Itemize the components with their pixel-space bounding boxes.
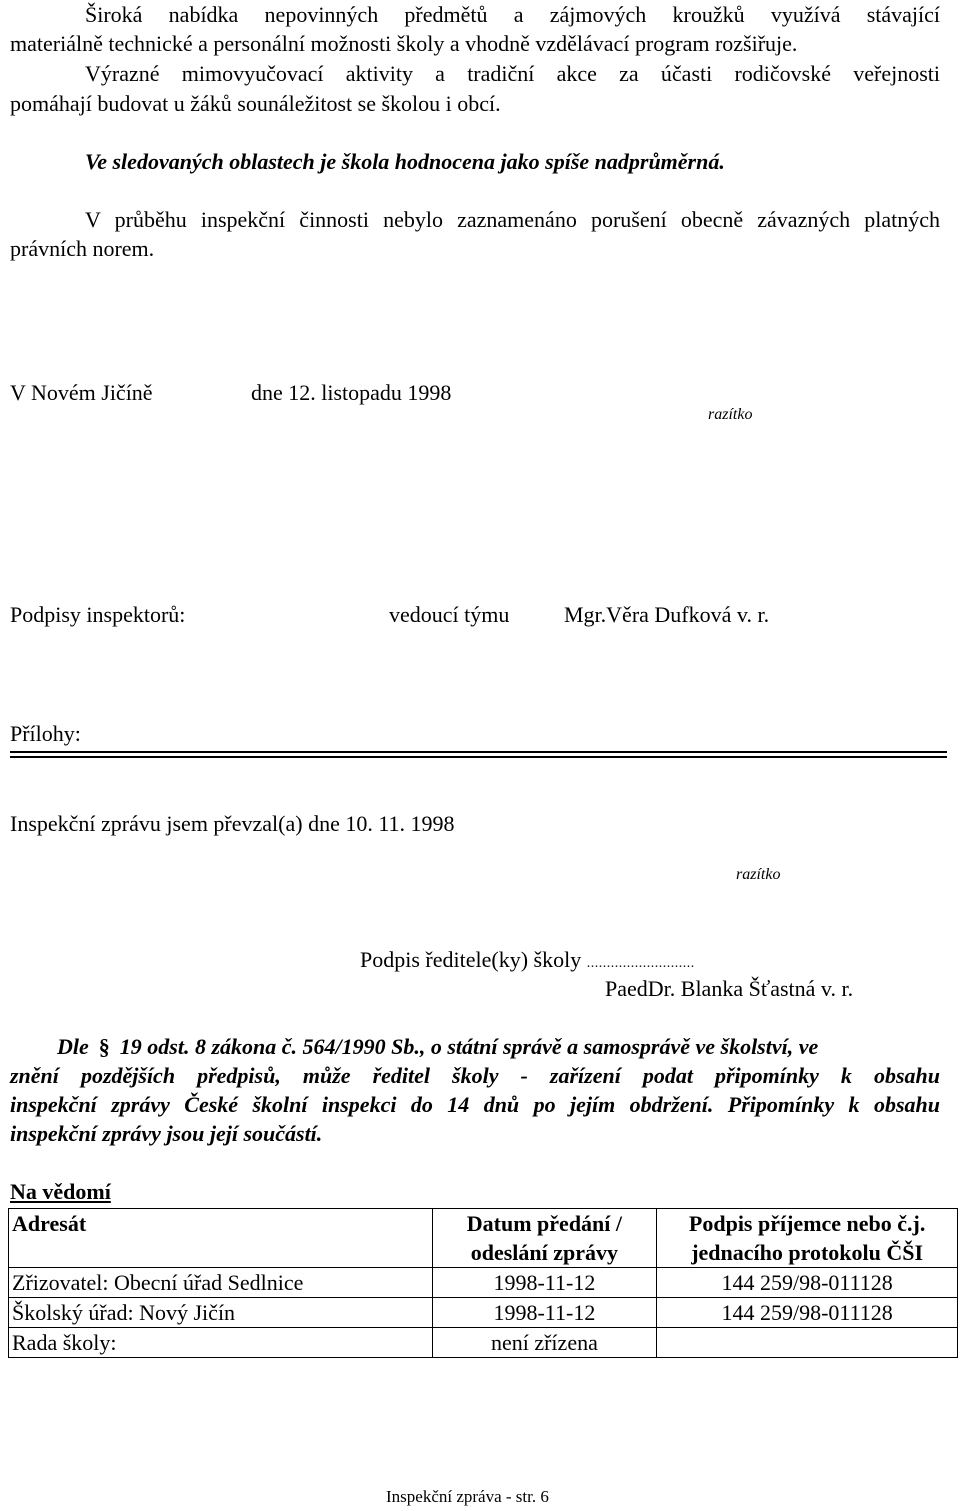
- table-row: [9, 1268, 958, 1298]
- paragraph-line: materiálně technické a personální možnosti školy a vhodně vzdělávací program rozšiřuje.: [10, 31, 798, 56]
- cell-addressee: Rada školy:: [9, 1328, 433, 1358]
- column-header-addressee: Adresát: [9, 1209, 433, 1268]
- divider-line: [10, 756, 947, 758]
- stamp-placeholder: razítko: [736, 866, 781, 883]
- signing-place: V Novém Jičíně: [10, 380, 153, 405]
- paragraph-line: Výrazné mimovyučovací aktivity a tradiční akce za účasti rodičovské veřejnosti: [85, 61, 940, 86]
- cell-date: 1998-11-12: [432, 1298, 657, 1328]
- cell-ref: 144 259/98-011128: [657, 1268, 958, 1298]
- legal-line: znění pozdějších předpisů, může ředitel školy - zařízení podat připomínky k obsahu: [10, 1063, 940, 1088]
- cell-date: 1998-11-12: [432, 1268, 657, 1298]
- cell-ref: 144 259/98-011128: [657, 1298, 958, 1328]
- cell-date: není zřízena: [432, 1328, 657, 1358]
- legal-line: [57, 1032, 940, 1062]
- divider-line: [10, 751, 947, 753]
- inspectors-label: Podpisy inspektorů:: [10, 602, 186, 627]
- team-lead-label: vedoucí týmu: [389, 602, 510, 627]
- attachments-label: Přílohy:: [10, 721, 81, 746]
- legal-line: inspekční zprávy jsou její součástí.: [10, 1121, 323, 1146]
- stamp-placeholder: razítko: [708, 406, 753, 423]
- paragraph-line: právních norem.: [10, 236, 155, 261]
- paragraph-line: Široká nabídka nepovinných předmětů a zájmových kroužků využívá stávající: [85, 2, 940, 27]
- receipt-statement: Inspekční zprávu jsem převzal(a) dne 10. 11. 1998: [10, 811, 455, 836]
- signature-dots: ...........................: [586, 956, 695, 971]
- director-name: PaedDr. Blanka Šťastná v. r.: [605, 976, 854, 1001]
- director-label: Podpis ředitele(ky) školy: [360, 947, 582, 972]
- legal-text: Dle § 19 odst. 8 zákona č. 564/1990 Sb., o státní správě a samosprávě ve školství, ve: [57, 1034, 819, 1059]
- paragraph-line: V průběhu inspekční činnosti nebylo zaznamenáno porušení obecně závazných platných: [85, 207, 940, 232]
- page-footer: Inspekční zpráva - str. 6: [386, 1487, 549, 1506]
- table-row: [9, 1298, 958, 1328]
- assessment-statement: Ve sledovaných oblastech je škola hodnocena jako spíše nadprůměrná.: [85, 149, 725, 174]
- table-row: [9, 1328, 958, 1358]
- distribution-table: [8, 1208, 958, 1358]
- legal-line: inspekční zprávy České školní inspekci do 14 dnů po jejím obdržení. Připomínky k obsahu: [10, 1092, 940, 1117]
- team-lead-name: Mgr.Věra Dufková v. r.: [564, 602, 770, 627]
- distribution-heading: Na vědomí: [10, 1179, 111, 1204]
- paragraph-line: pomáhají budovat u žáků sounáležitost se školou i obcí.: [10, 91, 501, 116]
- cell-addressee: Zřizovatel: Obecní úřad Sedlnice: [9, 1268, 433, 1298]
- signing-date: dne 12. listopadu 1998: [251, 380, 452, 405]
- cell-addressee: Školský úřad: Nový Jičín: [9, 1298, 433, 1328]
- section-sign-icon: §: [98, 1034, 110, 1059]
- cell-ref: [657, 1328, 958, 1358]
- column-header-signature: Podpis příjemce nebo č.j. jednacího protokolu ČŠI: [657, 1209, 958, 1268]
- table-header-row: [9, 1209, 958, 1268]
- column-header-date: Datum předání / odeslání zprávy: [432, 1209, 657, 1268]
